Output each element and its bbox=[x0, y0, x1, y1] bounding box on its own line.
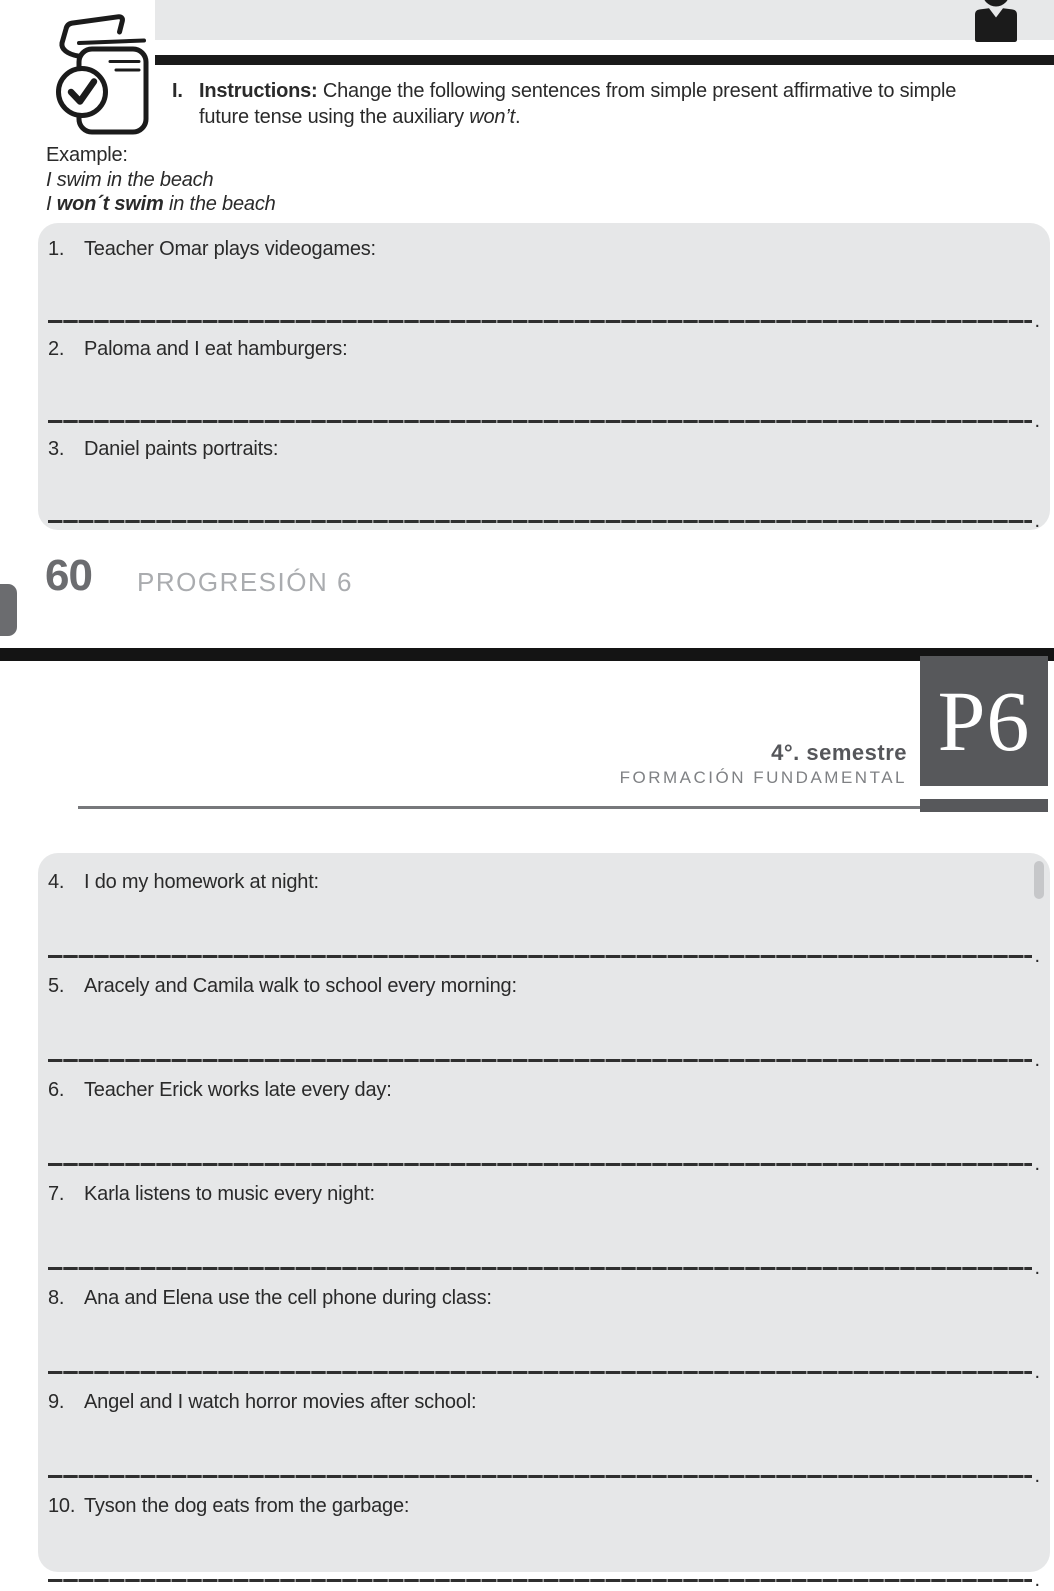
question-item bbox=[38, 1168, 1050, 1279]
question-row bbox=[48, 974, 1040, 998]
question-text: Daniel paints portraits: bbox=[84, 438, 279, 460]
person-icon bbox=[972, 0, 1020, 42]
answer-blank[interactable] bbox=[48, 1351, 1040, 1383]
answer-blank[interactable] bbox=[48, 935, 1040, 967]
question-text: Teacher Erick works late every day: bbox=[84, 1079, 392, 1101]
answer-line bbox=[48, 1475, 1032, 1478]
progression-badge-label: P6 bbox=[937, 673, 1031, 769]
question-row bbox=[48, 1390, 1040, 1414]
progression-badge bbox=[920, 656, 1048, 786]
progression-badge-underbar bbox=[920, 799, 1048, 812]
answer-line bbox=[48, 1163, 1032, 1166]
answer-line-period: . bbox=[1034, 1257, 1040, 1279]
example-future-prefix: I bbox=[46, 193, 57, 215]
instructions-body: Change the following sentences from simple present affirmative to simple future tense using the auxiliary bbox=[199, 80, 957, 128]
header-rule-line bbox=[78, 806, 920, 809]
answer-blank[interactable] bbox=[48, 300, 1040, 332]
question-number: 9. bbox=[48, 1391, 65, 1413]
question-number: 1. bbox=[48, 238, 65, 260]
question-text: I do my homework at night: bbox=[84, 871, 319, 893]
answer-line-period: . bbox=[1034, 1049, 1040, 1071]
answer-line bbox=[48, 420, 1032, 423]
example-block bbox=[46, 143, 276, 217]
question-row bbox=[48, 1286, 1040, 1310]
answer-line-period: . bbox=[1034, 510, 1040, 532]
answer-blank[interactable] bbox=[48, 1455, 1040, 1487]
example-future-sentence bbox=[46, 192, 276, 217]
example-present-sentence: I swim in the beach bbox=[46, 168, 214, 191]
answer-line-period: . bbox=[1034, 1361, 1040, 1383]
question-text: Aracely and Camila walk to school every morning: bbox=[84, 975, 517, 997]
question-item bbox=[38, 1376, 1050, 1487]
page-number: 60 bbox=[45, 551, 92, 600]
answer-line bbox=[48, 520, 1032, 523]
instructions-period: . bbox=[514, 106, 521, 128]
answer-blank[interactable] bbox=[48, 500, 1040, 532]
question-row bbox=[48, 337, 1040, 361]
question-text: Karla listens to music every night: bbox=[84, 1183, 375, 1205]
instructions-roman-numeral: I. bbox=[172, 80, 183, 102]
question-text: Teacher Omar plays videogames: bbox=[84, 238, 376, 260]
answer-line bbox=[48, 1579, 1032, 1582]
question-row bbox=[48, 1182, 1040, 1206]
question-item bbox=[38, 223, 1050, 332]
question-number: 8. bbox=[48, 1287, 65, 1309]
progression-label: PROGRESIÓN 6 bbox=[137, 567, 353, 597]
question-text: Ana and Elena use the cell phone during class: bbox=[84, 1287, 492, 1309]
header-gray-bar bbox=[155, 0, 1054, 40]
answer-line bbox=[48, 955, 1032, 958]
scrollbar-thumb[interactable] bbox=[1034, 861, 1044, 899]
program-label: FORMACIÓN FUNDAMENTAL bbox=[619, 768, 907, 787]
question-item bbox=[38, 1064, 1050, 1175]
question-item bbox=[38, 423, 1050, 532]
page-edge-tab bbox=[0, 584, 17, 636]
example-label: Example: bbox=[46, 144, 128, 166]
instructions-text bbox=[199, 78, 962, 130]
answer-line-period: . bbox=[1034, 1465, 1040, 1487]
instructions-auxiliary-word: won’t bbox=[469, 106, 515, 128]
answer-line-period: . bbox=[1034, 945, 1040, 967]
answer-blank[interactable] bbox=[48, 400, 1040, 432]
question-text: Paloma and I eat hamburgers: bbox=[84, 338, 348, 360]
notebook-check-icon bbox=[53, 16, 153, 136]
answer-blank[interactable] bbox=[48, 1143, 1040, 1175]
question-item bbox=[38, 1480, 1050, 1591]
question-number: 5. bbox=[48, 975, 65, 997]
question-number: 7. bbox=[48, 1183, 65, 1205]
question-text: Tyson the dog eats from the garbage: bbox=[84, 1495, 410, 1517]
question-number: 6. bbox=[48, 1079, 65, 1101]
question-number: 2. bbox=[48, 338, 65, 360]
question-text: Angel and I watch horror movies after school: bbox=[84, 1391, 477, 1413]
question-row bbox=[48, 1078, 1040, 1102]
question-item bbox=[38, 1272, 1050, 1383]
question-row bbox=[48, 1494, 1040, 1518]
question-number: 3. bbox=[48, 438, 65, 460]
question-row bbox=[48, 870, 1040, 894]
page-divider-bar bbox=[0, 648, 1054, 661]
answer-line-period: . bbox=[1034, 410, 1040, 432]
question-item bbox=[38, 960, 1050, 1071]
exercise-box-2 bbox=[38, 853, 1050, 1591]
answer-line-period: . bbox=[1034, 310, 1040, 332]
question-row bbox=[48, 437, 1040, 461]
answer-line-period: . bbox=[1034, 1153, 1040, 1175]
answer-line bbox=[48, 1267, 1032, 1270]
answer-line-period: . bbox=[1034, 1569, 1040, 1591]
example-future-suffix: in the beach bbox=[163, 193, 276, 215]
answer-blank[interactable] bbox=[48, 1039, 1040, 1071]
question-row bbox=[48, 237, 1040, 261]
question-number: 10. bbox=[48, 1495, 76, 1517]
semester-label: 4°. semestre bbox=[771, 740, 907, 765]
answer-line bbox=[48, 320, 1032, 323]
instructions-block bbox=[172, 78, 962, 130]
question-number: 4. bbox=[48, 871, 65, 893]
example-future-bold: won´t swim bbox=[56, 193, 164, 215]
exercise-box-1 bbox=[38, 223, 1050, 530]
answer-blank[interactable] bbox=[48, 1559, 1040, 1591]
question-item bbox=[38, 856, 1050, 967]
question-item bbox=[38, 323, 1050, 432]
header-black-bar bbox=[155, 55, 1054, 65]
answer-blank[interactable] bbox=[48, 1247, 1040, 1279]
instructions-title: Instructions: bbox=[199, 80, 323, 102]
answer-line bbox=[48, 1371, 1032, 1374]
answer-line bbox=[48, 1059, 1032, 1062]
